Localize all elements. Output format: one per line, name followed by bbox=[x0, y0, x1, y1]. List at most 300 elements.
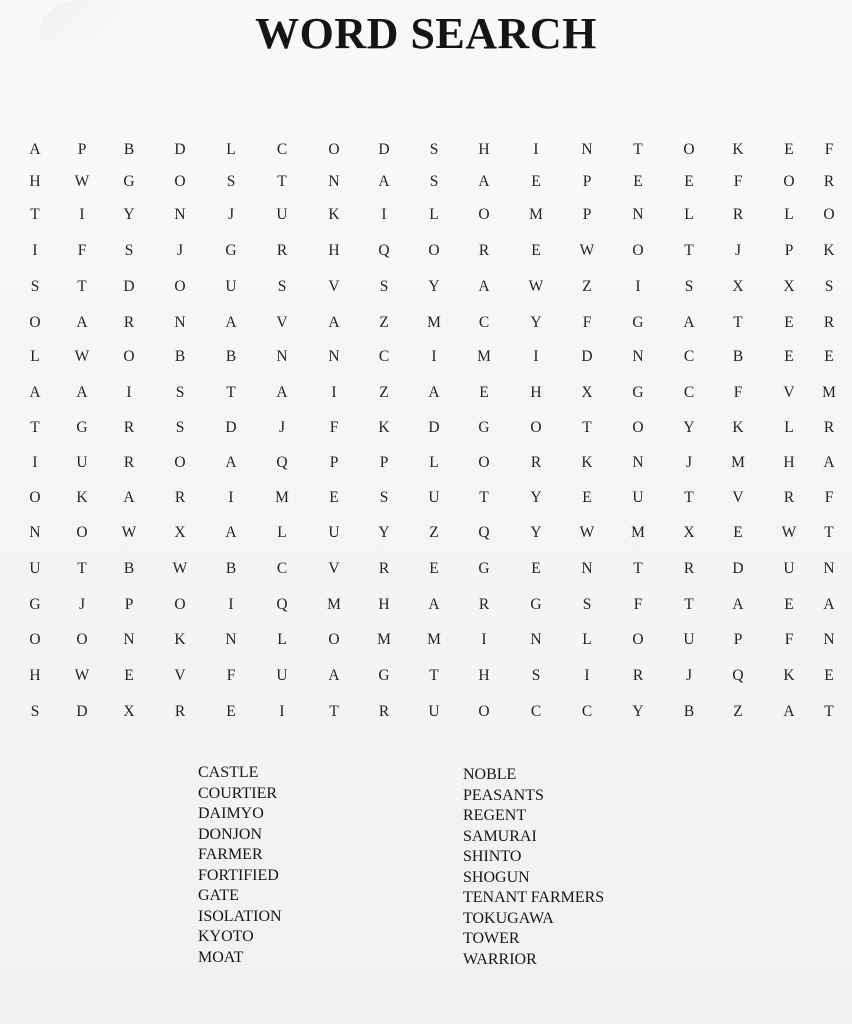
grid-letter: O bbox=[174, 596, 186, 613]
grid-letter: N bbox=[823, 560, 835, 577]
grid-letter: I bbox=[481, 631, 487, 648]
grid-letter: F bbox=[633, 596, 643, 613]
grid-row bbox=[0, 698, 852, 726]
grid-letter: D bbox=[174, 141, 186, 158]
grid-letter: A bbox=[732, 596, 744, 613]
grid-letter: E bbox=[329, 489, 339, 506]
grid-letter: J bbox=[278, 419, 286, 436]
grid-letter: Q bbox=[478, 524, 490, 541]
grid-letter: O bbox=[328, 631, 340, 648]
grid-letter: X bbox=[783, 278, 795, 295]
grid-letter: N bbox=[328, 173, 340, 190]
grid-letter: T bbox=[684, 596, 694, 613]
grid-letter: P bbox=[582, 173, 592, 190]
grid-letter: I bbox=[533, 348, 539, 365]
grid-letter: R bbox=[683, 560, 695, 577]
grid-letter: U bbox=[276, 667, 288, 684]
grid-letter: T bbox=[824, 524, 834, 541]
grid-letter: E bbox=[824, 667, 834, 684]
grid-letter: L bbox=[226, 141, 236, 158]
grid-letter: R bbox=[123, 314, 135, 331]
grid-letter: M bbox=[427, 314, 441, 331]
grid-letter: P bbox=[124, 596, 134, 613]
grid-letter: Z bbox=[379, 384, 389, 401]
word-list-item: PEASANTS bbox=[463, 786, 544, 804]
grid-letter: I bbox=[635, 278, 641, 295]
grid-letter: F bbox=[824, 141, 834, 158]
grid-letter: N bbox=[632, 348, 644, 365]
grid-letter: O bbox=[530, 419, 542, 436]
grid-letter: I bbox=[228, 596, 234, 613]
grid-letter: Y bbox=[378, 524, 390, 541]
grid-letter: O bbox=[478, 703, 490, 720]
grid-row bbox=[0, 484, 852, 512]
grid-letter: R bbox=[823, 314, 835, 331]
grid-letter: F bbox=[329, 419, 339, 436]
grid-letter: R bbox=[823, 419, 835, 436]
grid-letter: G bbox=[29, 596, 41, 613]
grid-letter: Y bbox=[632, 703, 644, 720]
grid-letter: A bbox=[29, 141, 41, 158]
grid-letter: R bbox=[123, 419, 135, 436]
grid-letter: E bbox=[824, 348, 834, 365]
grid-letter: S bbox=[175, 384, 185, 401]
grid-letter: T bbox=[77, 560, 87, 577]
grid-letter: C bbox=[683, 384, 695, 401]
grid-letter: A bbox=[328, 667, 340, 684]
grid-row bbox=[0, 168, 852, 196]
word-list-item: SHOGUN bbox=[463, 868, 530, 886]
page-title: WORD SEARCH bbox=[255, 9, 597, 58]
grid-letter: W bbox=[579, 242, 595, 259]
grid-letter: N bbox=[123, 631, 135, 648]
grid-letter: N bbox=[530, 631, 542, 648]
grid-letter: N bbox=[328, 348, 340, 365]
grid-letter: M bbox=[427, 631, 441, 648]
grid-letter: A bbox=[783, 703, 795, 720]
grid-letter: S bbox=[824, 278, 834, 295]
grid-letter: V bbox=[174, 667, 186, 684]
word-list-item: SAMURAI bbox=[463, 827, 537, 845]
grid-letter: D bbox=[732, 560, 744, 577]
grid-row bbox=[0, 555, 852, 583]
grid-letter: O bbox=[76, 524, 88, 541]
grid-letter: T bbox=[329, 703, 339, 720]
grid-letter: O bbox=[823, 206, 835, 223]
grid-letter: C bbox=[683, 348, 695, 365]
grid-letter: Y bbox=[683, 419, 695, 436]
grid-letter: S bbox=[684, 278, 694, 295]
grid-row bbox=[0, 273, 852, 301]
grid-letter: R bbox=[530, 454, 542, 471]
grid-letter: O bbox=[29, 314, 41, 331]
grid-letter: S bbox=[175, 419, 185, 436]
grid-letter: D bbox=[378, 141, 390, 158]
grid-letter: T bbox=[30, 419, 40, 436]
word-list-item: REGENT bbox=[463, 807, 527, 824]
word-list-right bbox=[463, 765, 604, 970]
grid-letter: A bbox=[378, 173, 390, 190]
grid-letter: M bbox=[477, 348, 491, 365]
grid-letter: H bbox=[783, 454, 795, 471]
grid-row bbox=[0, 379, 852, 407]
grid-letter: X bbox=[123, 703, 135, 720]
grid-letter: Q bbox=[276, 596, 288, 613]
grid-letter: N bbox=[632, 206, 644, 223]
grid-letter: L bbox=[277, 631, 287, 648]
grid-letter: I bbox=[79, 206, 85, 223]
word-list-item: KYOTO bbox=[198, 928, 254, 945]
grid-letter: R bbox=[632, 667, 644, 684]
grid-row bbox=[0, 662, 852, 690]
grid-letter: M bbox=[529, 206, 543, 223]
grid-letter: R bbox=[783, 489, 795, 506]
grid-letter: B bbox=[225, 348, 237, 365]
grid-letter: O bbox=[428, 242, 440, 259]
word-list-item: COURTIER bbox=[198, 784, 278, 802]
grid-letter: M bbox=[377, 631, 391, 648]
grid-letter: K bbox=[328, 206, 340, 223]
grid-letter: S bbox=[277, 278, 287, 295]
grid-letter: T bbox=[479, 489, 489, 506]
grid-letter: U bbox=[29, 560, 41, 577]
grid-letter: V bbox=[328, 278, 340, 295]
grid-letter: M bbox=[731, 454, 745, 471]
grid-letter: A bbox=[428, 384, 440, 401]
grid-letter: A bbox=[76, 314, 88, 331]
grid-letter: P bbox=[733, 631, 743, 648]
grid-letter: L bbox=[429, 454, 439, 471]
grid-letter: F bbox=[582, 314, 592, 331]
grid-letter: P bbox=[582, 206, 592, 223]
grid-letter: S bbox=[429, 173, 439, 190]
grid-letter: R bbox=[174, 703, 186, 720]
grid-letter: S bbox=[379, 489, 389, 506]
word-list-item: CASTLE bbox=[198, 764, 259, 781]
grid-letter: K bbox=[581, 454, 593, 471]
grid-letter: A bbox=[29, 384, 41, 401]
grid-letter: X bbox=[683, 524, 695, 541]
grid-letter: G bbox=[478, 419, 490, 436]
word-list-item: TOKUGAWA bbox=[463, 909, 554, 927]
grid-letter: C bbox=[581, 703, 593, 720]
grid-letter: A bbox=[328, 314, 340, 331]
grid-letter: L bbox=[277, 524, 287, 541]
grid-letter: T bbox=[684, 489, 694, 506]
grid-letter: G bbox=[225, 242, 237, 259]
grid-letter: S bbox=[531, 667, 541, 684]
grid-letter: E bbox=[784, 348, 794, 365]
grid-letter: J bbox=[227, 206, 235, 223]
grid-letter: T bbox=[633, 560, 643, 577]
grid-letter: O bbox=[632, 419, 644, 436]
grid-letter: S bbox=[124, 242, 134, 259]
grid-letter: H bbox=[478, 141, 490, 158]
grid-letter: Z bbox=[582, 278, 592, 295]
grid-letter: D bbox=[428, 419, 440, 436]
grid-letter: K bbox=[732, 419, 744, 436]
grid-letter: W bbox=[74, 667, 90, 684]
grid-letter: S bbox=[582, 596, 592, 613]
grid-letter: L bbox=[784, 206, 794, 223]
grid-letter: O bbox=[123, 348, 135, 365]
grid-letter: C bbox=[276, 141, 288, 158]
grid-letter: H bbox=[328, 242, 340, 259]
grid-letter: O bbox=[632, 631, 644, 648]
grid-letter: B bbox=[123, 560, 135, 577]
grid-row bbox=[0, 626, 852, 654]
grid-letter: I bbox=[533, 141, 539, 158]
grid-letter: W bbox=[579, 524, 595, 541]
grid-letter: R bbox=[123, 454, 135, 471]
grid-letter: T bbox=[226, 384, 236, 401]
grid-letter: T bbox=[429, 667, 439, 684]
grid-letter: D bbox=[581, 348, 593, 365]
grid-letter: Q bbox=[378, 242, 390, 259]
grid-letter: G bbox=[632, 314, 644, 331]
grid-letter: W bbox=[74, 173, 90, 190]
grid-letter: O bbox=[174, 454, 186, 471]
grid-letter: U bbox=[428, 703, 440, 720]
grid-letter: G bbox=[478, 560, 490, 577]
grid-letter: T bbox=[77, 278, 87, 295]
grid-letter: E bbox=[429, 560, 439, 577]
grid-letter: O bbox=[783, 173, 795, 190]
grid-letter: U bbox=[783, 560, 795, 577]
grid-letter: A bbox=[123, 489, 135, 506]
grid-letter: A bbox=[225, 524, 237, 541]
grid-letter: F bbox=[784, 631, 794, 648]
grid-letter: R bbox=[378, 560, 390, 577]
grid-row bbox=[0, 343, 852, 371]
word-list-item: TOWER bbox=[463, 930, 520, 947]
grid-letter: E bbox=[784, 596, 794, 613]
grid-letter: A bbox=[823, 454, 835, 471]
word-list-item: TENANT FARMERS bbox=[463, 889, 605, 906]
grid-letter: O bbox=[683, 141, 695, 158]
grid-letter: U bbox=[428, 489, 440, 506]
grid-letter: N bbox=[581, 141, 593, 158]
grid-letter: C bbox=[530, 703, 542, 720]
grid-letter: F bbox=[733, 173, 743, 190]
grid-letter: B bbox=[174, 348, 186, 365]
grid-letter: O bbox=[29, 631, 41, 648]
grid-letter: H bbox=[378, 596, 390, 613]
grid-letter: T bbox=[582, 419, 592, 436]
word-list-item: ISOLATION bbox=[198, 907, 282, 925]
grid-letter: A bbox=[823, 596, 835, 613]
grid-letter: L bbox=[429, 206, 439, 223]
grid-letter: T bbox=[733, 314, 743, 331]
grid-letter: I bbox=[228, 489, 234, 506]
grid-letter: V bbox=[732, 489, 744, 506]
grid-letter: A bbox=[478, 278, 490, 295]
grid-letter: V bbox=[783, 384, 795, 401]
grid-letter: D bbox=[123, 278, 135, 295]
word-list-item: FORTIFIED bbox=[198, 866, 279, 884]
grid-letter: F bbox=[77, 242, 87, 259]
word-list-item: WARRIOR bbox=[463, 950, 537, 968]
grid-letter: R bbox=[732, 206, 744, 223]
grid-letter: T bbox=[30, 206, 40, 223]
grid-letter: U bbox=[328, 524, 340, 541]
grid-letter: Y bbox=[530, 489, 542, 506]
grid-letter: O bbox=[174, 173, 186, 190]
word-list-item: DONJON bbox=[198, 825, 262, 843]
grid-letter: T bbox=[684, 242, 694, 259]
grid-letter: J bbox=[685, 667, 693, 684]
grid-letter: N bbox=[29, 524, 41, 541]
grid-letter: P bbox=[784, 242, 794, 259]
grid-letter: O bbox=[76, 631, 88, 648]
grid-letter: M bbox=[631, 524, 645, 541]
grid-letter: I bbox=[126, 384, 132, 401]
grid-letter: O bbox=[478, 454, 490, 471]
grid-letter: G bbox=[632, 384, 644, 401]
grid-row bbox=[0, 519, 852, 547]
grid-letter: G bbox=[378, 667, 390, 684]
grid-letter: A bbox=[225, 314, 237, 331]
grid-letter: P bbox=[379, 454, 389, 471]
grid-letter: U bbox=[632, 489, 644, 506]
grid-letter: W bbox=[781, 524, 797, 541]
grid-letter: E bbox=[531, 242, 541, 259]
grid-letter: L bbox=[684, 206, 694, 223]
grid-letter: U bbox=[276, 206, 288, 223]
grid-letter: E bbox=[226, 703, 236, 720]
grid-letter: R bbox=[378, 703, 390, 720]
word-list-item: FARMER bbox=[198, 846, 263, 863]
grid-letter: O bbox=[478, 206, 490, 223]
grid-row bbox=[0, 449, 852, 477]
grid-letter: N bbox=[276, 348, 288, 365]
grid-letter: N bbox=[225, 631, 237, 648]
grid-letter: E bbox=[784, 314, 794, 331]
grid-letter: B bbox=[683, 703, 695, 720]
grid-letter: C bbox=[378, 348, 390, 365]
grid-row bbox=[0, 309, 852, 337]
grid-letter: E bbox=[633, 173, 643, 190]
grid-letter: K bbox=[823, 242, 835, 259]
grid-letter: T bbox=[277, 173, 287, 190]
grid-letter: R bbox=[478, 596, 490, 613]
word-list-item: SHINTO bbox=[463, 848, 522, 865]
grid-letter: I bbox=[331, 384, 337, 401]
grid-letter: B bbox=[732, 348, 744, 365]
grid-letter: P bbox=[77, 141, 87, 158]
grid-letter: R bbox=[276, 242, 288, 259]
grid-letter: A bbox=[428, 596, 440, 613]
grid-letter: E bbox=[784, 141, 794, 158]
grid-letter: M bbox=[822, 384, 836, 401]
grid-letter: W bbox=[528, 278, 544, 295]
word-list-left bbox=[198, 763, 282, 968]
grid-letter: S bbox=[226, 173, 236, 190]
grid-letter: X bbox=[581, 384, 593, 401]
grid-letter: Y bbox=[530, 314, 542, 331]
grid-letter: O bbox=[29, 489, 41, 506]
grid-letter: N bbox=[174, 314, 186, 331]
grid-letter: Z bbox=[733, 703, 743, 720]
grid-letter: F bbox=[824, 489, 834, 506]
grid-letter: L bbox=[30, 348, 40, 365]
grid-letter: N bbox=[174, 206, 186, 223]
grid-letter: I bbox=[584, 667, 590, 684]
grid-letter: D bbox=[76, 703, 88, 720]
grid-letter: D bbox=[225, 419, 237, 436]
grid-letter: E bbox=[684, 173, 694, 190]
grid-letter: S bbox=[30, 278, 40, 295]
grid-letter: N bbox=[823, 631, 835, 648]
grid-letter: H bbox=[29, 173, 41, 190]
grid-letter: O bbox=[328, 141, 340, 158]
grid-letter: S bbox=[429, 141, 439, 158]
grid-letter: T bbox=[633, 141, 643, 158]
grid-letter: J bbox=[78, 596, 86, 613]
grid-letter: R bbox=[174, 489, 186, 506]
grid-letter: B bbox=[123, 141, 135, 158]
grid-letter: I bbox=[431, 348, 437, 365]
grid-letter: F bbox=[226, 667, 236, 684]
grid-letter: P bbox=[329, 454, 339, 471]
grid-letter: H bbox=[530, 384, 542, 401]
grid-letter: U bbox=[225, 278, 237, 295]
grid-letter: A bbox=[76, 384, 88, 401]
grid-letter: Z bbox=[429, 524, 439, 541]
word-list-item: NOBLE bbox=[463, 766, 517, 783]
grid-letter: F bbox=[733, 384, 743, 401]
grid-letter: W bbox=[121, 524, 137, 541]
grid-letter: G bbox=[123, 173, 135, 190]
grid-letter: U bbox=[76, 454, 88, 471]
grid-letter: Y bbox=[428, 278, 440, 295]
grid-letter: R bbox=[823, 173, 835, 190]
grid-letter: X bbox=[174, 524, 186, 541]
grid-letter: A bbox=[683, 314, 695, 331]
grid-letter: A bbox=[225, 454, 237, 471]
grid-letter: J bbox=[685, 454, 693, 471]
grid-letter: C bbox=[276, 560, 288, 577]
grid-letter: V bbox=[328, 560, 340, 577]
grid-letter: H bbox=[478, 667, 490, 684]
grid-letter: W bbox=[172, 560, 188, 577]
grid-letter: T bbox=[824, 703, 834, 720]
grid-letter: K bbox=[783, 667, 795, 684]
word-list-item: GATE bbox=[198, 887, 239, 904]
word-list-item: MOAT bbox=[198, 948, 244, 966]
grid-letter: E bbox=[531, 560, 541, 577]
grid-letter: V bbox=[276, 314, 288, 331]
grid-letter: X bbox=[732, 278, 744, 295]
grid-letter: E bbox=[531, 173, 541, 190]
grid-letter: K bbox=[732, 141, 744, 158]
grid-letter: I bbox=[381, 206, 387, 223]
grid-letter: Q bbox=[732, 667, 744, 684]
grid-letter: R bbox=[478, 242, 490, 259]
grid-letter: S bbox=[30, 703, 40, 720]
grid-letter: M bbox=[275, 489, 289, 506]
grid-letter: E bbox=[582, 489, 592, 506]
grid-row bbox=[0, 136, 852, 164]
grid-letter: L bbox=[784, 419, 794, 436]
grid-letter: L bbox=[582, 631, 592, 648]
grid-letter: Y bbox=[123, 206, 135, 223]
grid-letter: G bbox=[76, 419, 88, 436]
grid-letter: H bbox=[29, 667, 41, 684]
grid-letter: K bbox=[378, 419, 390, 436]
grid-letter: Z bbox=[379, 314, 389, 331]
grid-letter: G bbox=[530, 596, 542, 613]
